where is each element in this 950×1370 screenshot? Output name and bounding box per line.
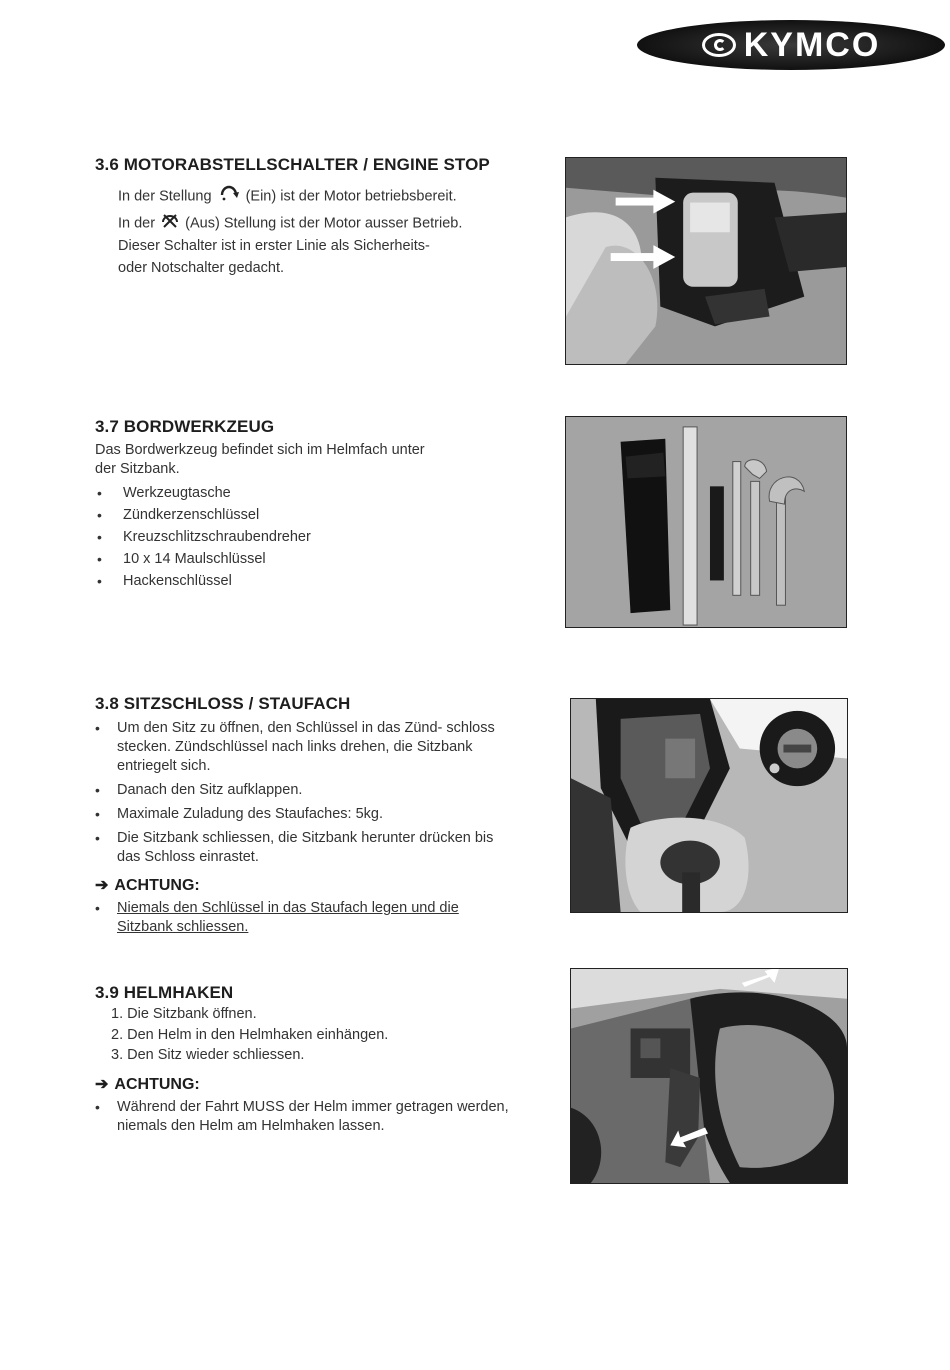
list-item: • Kreuzschlitzschraubendreher bbox=[95, 526, 535, 548]
list-item: 2. Den Helm in den Helmhaken einhängen. bbox=[111, 1026, 389, 1043]
warning-label: ACHTUNG: bbox=[114, 1075, 200, 1093]
section-title-tools: 3.7 BORDWERKZEUG bbox=[95, 417, 275, 436]
list-item: • Hackenschlüssel bbox=[95, 570, 535, 592]
engine-stop-switch-photo bbox=[565, 157, 847, 365]
text-fragment: (Aus) Stellung ist der Motor ausser Betrieb. bbox=[185, 215, 463, 232]
helmet-hook-photo bbox=[570, 968, 848, 1184]
engine-stop-line-2 bbox=[118, 212, 535, 235]
engine-run-icon bbox=[216, 181, 242, 212]
list-item: • Die Sitzbank schliessen, die Sitzbank herunter drücken bis das Schloss einrastet. bbox=[95, 829, 497, 867]
section-tools bbox=[95, 417, 535, 592]
seat-lock-warning bbox=[95, 899, 535, 937]
text-fragment: In der bbox=[118, 215, 156, 232]
tool-kit-photo bbox=[565, 416, 847, 628]
section-seat-lock bbox=[95, 694, 535, 942]
warning-heading bbox=[95, 875, 535, 895]
arrow-right-icon: ➔ bbox=[95, 1075, 109, 1093]
list-item: • 10 x 14 Maulschlüssel bbox=[95, 548, 535, 570]
tools-intro-2: der Sitzbank. bbox=[95, 461, 180, 477]
engine-stop-icon bbox=[159, 212, 181, 235]
helmet-steps bbox=[95, 1004, 535, 1066]
warning-label: ACHTUNG: bbox=[114, 877, 200, 894]
list-item: • Werkzeugtasche bbox=[95, 482, 535, 504]
warning-text: • Während der Fahrt MUSS der Helm immer getragen werden, niemals den Helm am Helmhaken lassen. bbox=[95, 1098, 527, 1136]
helmet-warning bbox=[95, 1098, 535, 1136]
tools-list bbox=[95, 482, 535, 592]
text-fragment: In der Stellung bbox=[118, 188, 212, 205]
list-item: • Um den Sitz zu öffnen, den Schlüssel in das Zünd- schloss stecken. Zündschlüssel nach links drehen, die Sitzbank entriegelt sich. bbox=[95, 719, 517, 776]
warning-text: • Niemals den Schlüssel in das Staufach legen und die Sitzbank schliessen. bbox=[95, 899, 507, 937]
section-helmet-hook bbox=[95, 983, 535, 1141]
logo-text: KYMCO bbox=[743, 25, 881, 64]
list-item: • Danach den Sitz aufklappen. bbox=[95, 781, 535, 800]
list-item: • Maximale Zuladung des Staufaches: 5kg. bbox=[95, 805, 535, 824]
tools-intro-1: Das Bordwerkzeug befindet sich im Helmfach unter bbox=[95, 442, 425, 458]
engine-stop-line-1 bbox=[118, 181, 535, 212]
arrow-right-icon: ➔ bbox=[95, 877, 109, 894]
list-item: 1. Die Sitzbank öffnen. bbox=[111, 1006, 257, 1022]
text-fragment: (Ein) ist der Motor betriebsbereit. bbox=[245, 188, 457, 205]
list-item: 3. Den Sitz wieder schliessen. bbox=[111, 1047, 305, 1063]
seat-storage-photo bbox=[570, 698, 848, 913]
warning-heading bbox=[95, 1074, 535, 1094]
section-title-seat-lock: 3.8 SITZSCHLOSS / STAUFACH bbox=[95, 694, 351, 713]
section-engine-stop bbox=[95, 155, 535, 279]
list-item: • Zündkerzenschlüssel bbox=[95, 504, 535, 526]
section-title-helmet-hook: 3.9 HELMHAKEN bbox=[95, 983, 234, 1002]
seat-lock-list bbox=[95, 719, 535, 867]
kymco-logo-icon bbox=[702, 33, 736, 57]
engine-stop-line-4: oder Notschalter gedacht. bbox=[118, 260, 285, 276]
kymco-logo bbox=[637, 20, 945, 70]
section-title-engine-stop: 3.6 MOTORABSTELLSCHALTER / ENGINE STOP bbox=[95, 155, 490, 174]
engine-stop-line-3: Dieser Schalter ist in erster Linie als Sicherheits- bbox=[118, 238, 430, 254]
